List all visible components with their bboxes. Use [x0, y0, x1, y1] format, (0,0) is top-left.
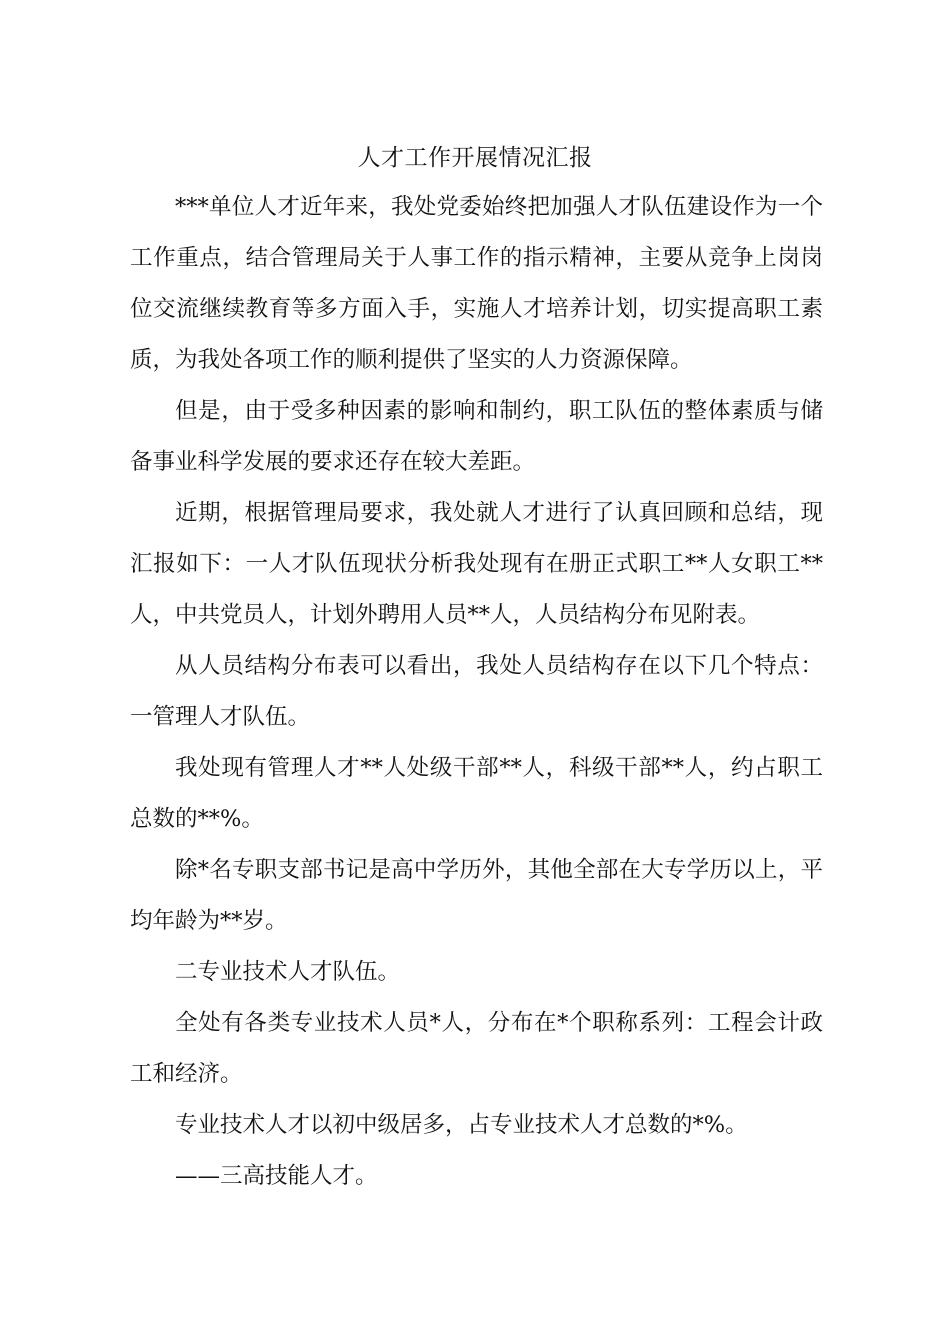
- paragraph-9: 专业技术人才以初中级居多，占专业技术人才总数的*%。: [175, 1112, 748, 1138]
- paragraph-10: ——三高技能人才。: [175, 1163, 378, 1189]
- paragraph-6: 除*名专职支部书记是高中学历外，其他全部在大专学历以上，平均年龄为**岁。: [130, 857, 823, 934]
- paragraph-8: 全处有各类专业技术人员*人，分布在*个职称系列：工程会计政工和经济。: [130, 1010, 823, 1087]
- document-body: [130, 182, 823, 1202]
- document-title: 人才工作开展情况汇报: [357, 145, 593, 171]
- paragraph-5: 我处现有管理人才**人处级干部**人，科级干部**人，约占职工总数的**%。: [130, 755, 823, 832]
- paragraph-3: 近期，根据管理局要求，我处就人才进行了认真回顾和总结，现汇报如下：一人才队伍现状分析我处现有在册正式职工**人女职工**人，中共党员人，计划外聘用人员**人，人员结构分布见附表。: [130, 500, 823, 628]
- paragraph-7: 二专业技术人才队伍。: [175, 959, 401, 985]
- paragraph-2: 但是，由于受多种因素的影响和制约，职工队伍的整体素质与储备事业科学发展的要求还存在较大差距。: [130, 398, 823, 475]
- paragraph-1: ***单位人才近年来，我处党委始终把加强人才队伍建设作为一个工作重点，结合管理局关于人事工作的指示精神，主要从竞争上岗岗位交流继续教育等多方面入手，实施人才培养计划，切实提高职工素质，为我处各项工作的顺利提供了坚实的人力资源保障。: [130, 194, 823, 373]
- paragraph-4: 从人员结构分布表可以看出，我处人员结构存在以下几个特点：一管理人才队伍。: [130, 653, 823, 730]
